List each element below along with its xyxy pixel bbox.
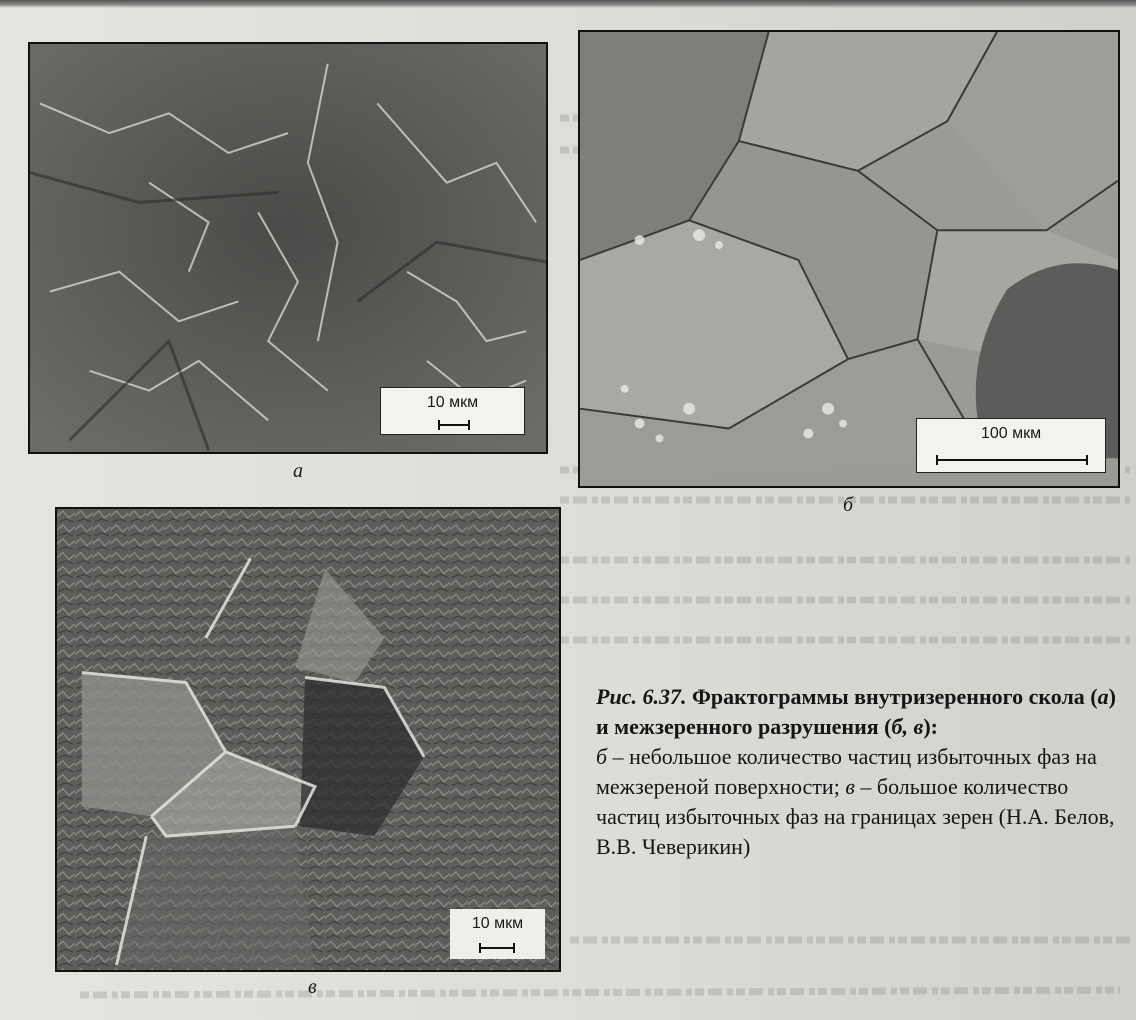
scale-label-b: 100 мкм	[980, 425, 1042, 442]
scale-bar-v	[480, 947, 514, 949]
caption-body	[596, 742, 1126, 862]
caption-v-text: – большое количество частиц избыточных фаз на границах зерен (Н.А. Белов, В.В. Чеверикин)	[596, 774, 1115, 859]
caption-b-letter: б	[596, 744, 608, 769]
caption-title-part1: Фрактограммы внутризеренного скола (	[686, 684, 1098, 709]
caption-title-part2: ) и межзеренного разрушения (	[596, 684, 1116, 739]
scale-label-v: 10 мкм	[471, 915, 524, 932]
fractogram-a-image	[28, 42, 548, 454]
caption-title	[596, 682, 1126, 742]
panel-letter-b: б	[843, 494, 854, 516]
caption-figure-label: Рис. 6.37.	[596, 684, 687, 709]
scale-bar-b	[937, 459, 1087, 461]
figure-caption	[596, 682, 1126, 862]
scale-box-a	[380, 387, 525, 435]
caption-title-bv: б, в	[891, 714, 924, 739]
fractogram-v-image	[55, 507, 561, 972]
caption-title-a: а	[1097, 684, 1109, 709]
caption-b-text: – небольшое количество частиц избыточных фаз на межзереной поверхности;	[596, 744, 1097, 799]
scale-bar-a	[439, 424, 469, 426]
scale-box-v	[450, 909, 545, 959]
scale-label-a: 10 мкм	[426, 394, 479, 411]
caption-title-part3: ):	[923, 714, 938, 739]
panel-letter-a: а	[293, 460, 303, 482]
caption-v-letter: в	[845, 774, 855, 799]
panel-letter-v: в	[308, 976, 317, 998]
fractogram-b-image	[578, 30, 1120, 488]
scale-box-b	[916, 418, 1106, 473]
